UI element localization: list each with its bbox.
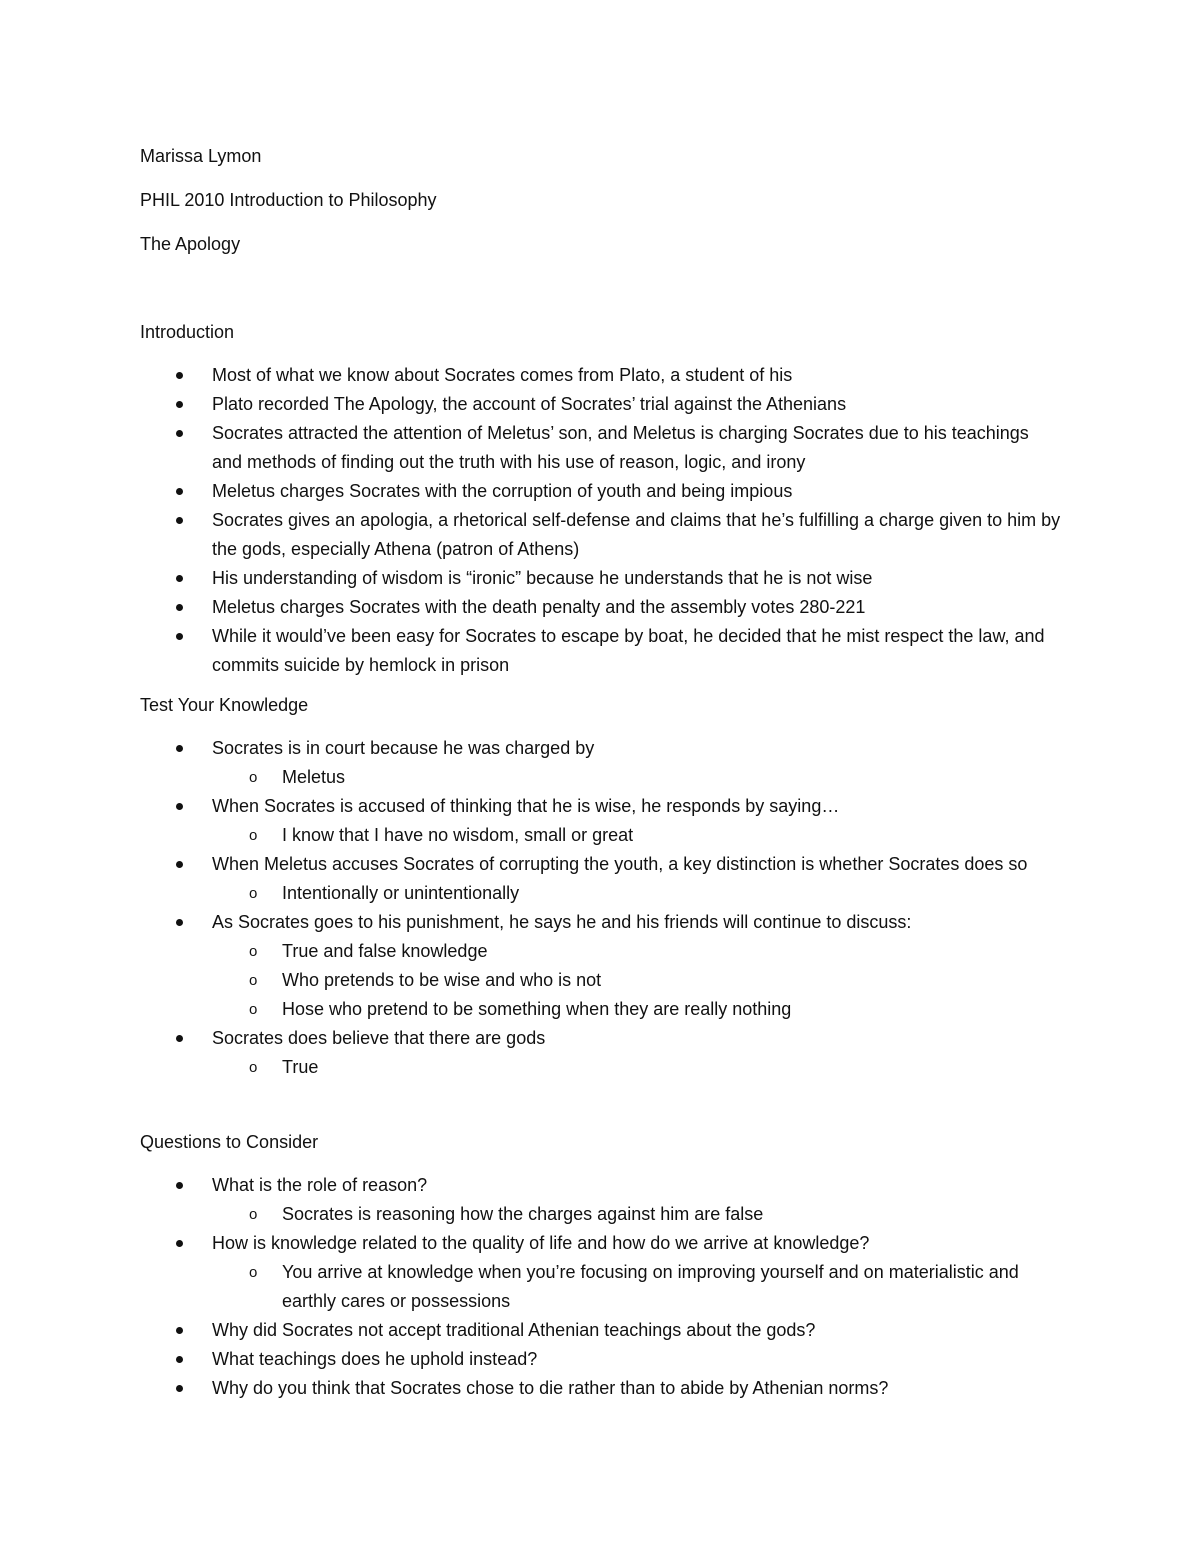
bullet-icon — [176, 372, 183, 379]
sub-list-item — [249, 966, 1072, 995]
sub-list-item-text: Hose who pretend to be something when they are really nothing — [282, 999, 792, 1019]
list-item — [0, 734, 1062, 792]
list-item — [0, 622, 1062, 680]
list-item-text: Plato recorded The Apology, the account of Socrates’ trial against the Athenians — [212, 394, 847, 414]
course-name: PHIL 2010 Introduction to Philosophy — [140, 190, 437, 210]
sub-list — [212, 1258, 1062, 1316]
author-name: Marissa Lymon — [140, 146, 262, 166]
list-item-text: Most of what we know about Socrates comes from Plato, a student of his — [212, 365, 793, 385]
circle-bullet-icon: o — [249, 827, 258, 844]
list-item-text: Socrates gives an apologia, a rhetorical self-defense and claims that he’s fulfilling a charge given to him by the gods, especially Athena (patron of Athens) — [212, 510, 1061, 559]
circle-bullet-icon: o — [249, 885, 258, 902]
list-item — [0, 361, 1062, 390]
list-item — [0, 506, 1062, 564]
circle-bullet-icon: o — [249, 1001, 258, 1018]
list-item-text: What is the role of reason? — [212, 1175, 428, 1195]
list-item — [0, 1345, 1062, 1374]
bullet-icon — [176, 1240, 183, 1247]
sub-list — [212, 821, 1062, 850]
list-item-text: When Meletus accuses Socrates of corrupting the youth, a key distinction is whether Socrates does so — [212, 854, 1028, 874]
bullet-icon — [176, 401, 183, 408]
circle-bullet-icon: o — [249, 1059, 258, 1076]
bullet-icon — [176, 745, 183, 752]
test-list — [0, 734, 1200, 1082]
list-item-text: Socrates is in court because he was charged by — [212, 738, 595, 758]
circle-bullet-icon: o — [249, 972, 258, 989]
list-item — [0, 564, 1062, 593]
list-item — [0, 792, 1062, 850]
sub-list-item-text: Intentionally or unintentionally — [282, 883, 520, 903]
sub-list-item — [249, 1053, 1072, 1082]
list-item — [0, 593, 1062, 622]
list-item — [0, 850, 1062, 908]
sub-list-item — [249, 1200, 1072, 1229]
list-item-text: When Socrates is accused of thinking that he is wise, he responds by saying… — [212, 796, 840, 816]
bullet-icon — [176, 575, 183, 582]
list-item — [0, 419, 1062, 477]
sub-list — [212, 763, 1062, 792]
bullet-icon — [176, 803, 183, 810]
sub-list-item-text: You arrive at knowledge when you’re focusing on improving yourself and on materialistic and earthly cares or possessions — [282, 1262, 1019, 1311]
sub-list-item — [249, 937, 1072, 966]
bullet-icon — [176, 488, 183, 495]
sub-list-item — [249, 821, 1072, 850]
list-item — [0, 1374, 1062, 1403]
sub-list-item-text: I know that I have no wisdom, small or great — [282, 825, 634, 845]
bullet-icon — [176, 861, 183, 868]
list-item — [0, 1316, 1062, 1345]
sub-list-item-text: True and false knowledge — [282, 941, 488, 961]
sub-list-item-text: Who pretends to be wise and who is not — [282, 970, 602, 990]
sub-list — [212, 937, 1062, 1024]
list-item — [0, 390, 1062, 419]
bullet-icon — [176, 1035, 183, 1042]
sub-list-item — [249, 995, 1072, 1024]
list-item-text: Socrates does believe that there are gods — [212, 1028, 546, 1048]
sub-list-item — [249, 879, 1072, 908]
circle-bullet-icon: o — [249, 769, 258, 786]
list-item — [0, 908, 1062, 1024]
bullet-icon — [176, 517, 183, 524]
bullet-icon — [176, 1327, 183, 1334]
bullet-icon — [176, 919, 183, 926]
questions-list — [0, 1171, 1200, 1403]
list-item-text: Why did Socrates not accept traditional Athenian teachings about the gods? — [212, 1320, 816, 1340]
list-item-text: His understanding of wisdom is “ironic” because he understands that he is not wise — [212, 568, 873, 588]
bullet-icon — [176, 633, 183, 640]
introduction-list — [0, 361, 1200, 680]
list-item-text: While it would’ve been easy for Socrates to escape by boat, he decided that he mist respect the law, and commits suicide by hemlock in prison — [212, 626, 1045, 675]
sub-list — [212, 879, 1062, 908]
circle-bullet-icon: o — [249, 1264, 258, 1281]
bullet-icon — [176, 604, 183, 611]
sub-list — [212, 1053, 1062, 1082]
bullet-icon — [176, 430, 183, 437]
list-item-text: How is knowledge related to the quality of life and how do we arrive at knowledge? — [212, 1233, 870, 1253]
list-item — [0, 477, 1062, 506]
document-title: The Apology — [140, 234, 241, 254]
list-item-text: As Socrates goes to his punishment, he says he and his friends will continue to discuss: — [212, 912, 912, 932]
section-heading-introduction: Introduction — [140, 322, 235, 342]
list-item-text: Meletus charges Socrates with the corruption of youth and being impious — [212, 481, 793, 501]
bullet-icon — [176, 1356, 183, 1363]
list-item-text: Why do you think that Socrates chose to die rather than to abide by Athenian norms? — [212, 1378, 889, 1398]
list-item — [0, 1171, 1062, 1229]
list-item-text: What teachings does he uphold instead? — [212, 1349, 538, 1369]
sub-list-item-text: Meletus — [282, 767, 346, 787]
sub-list — [212, 1200, 1062, 1229]
list-item-text: Meletus charges Socrates with the death penalty and the assembly votes 280-221 — [212, 597, 866, 617]
sub-list-item — [249, 1258, 1072, 1316]
sub-list-item — [249, 763, 1072, 792]
sub-list-item-text: True — [282, 1057, 319, 1077]
list-item-text: Socrates attracted the attention of Meletus’ son, and Meletus is charging Socrates due to his teachings and methods of finding out the truth with his use of reason, logic, and irony — [212, 423, 1029, 472]
section-heading-test-your-knowledge: Test Your Knowledge — [140, 695, 309, 715]
circle-bullet-icon: o — [249, 943, 258, 960]
sub-list-item-text: Socrates is reasoning how the charges against him are false — [282, 1204, 764, 1224]
list-item — [0, 1024, 1062, 1082]
circle-bullet-icon: o — [249, 1206, 258, 1223]
bullet-icon — [176, 1182, 183, 1189]
section-heading-questions-to-consider: Questions to Consider — [140, 1132, 319, 1152]
bullet-icon — [176, 1385, 183, 1392]
list-item — [0, 1229, 1062, 1316]
